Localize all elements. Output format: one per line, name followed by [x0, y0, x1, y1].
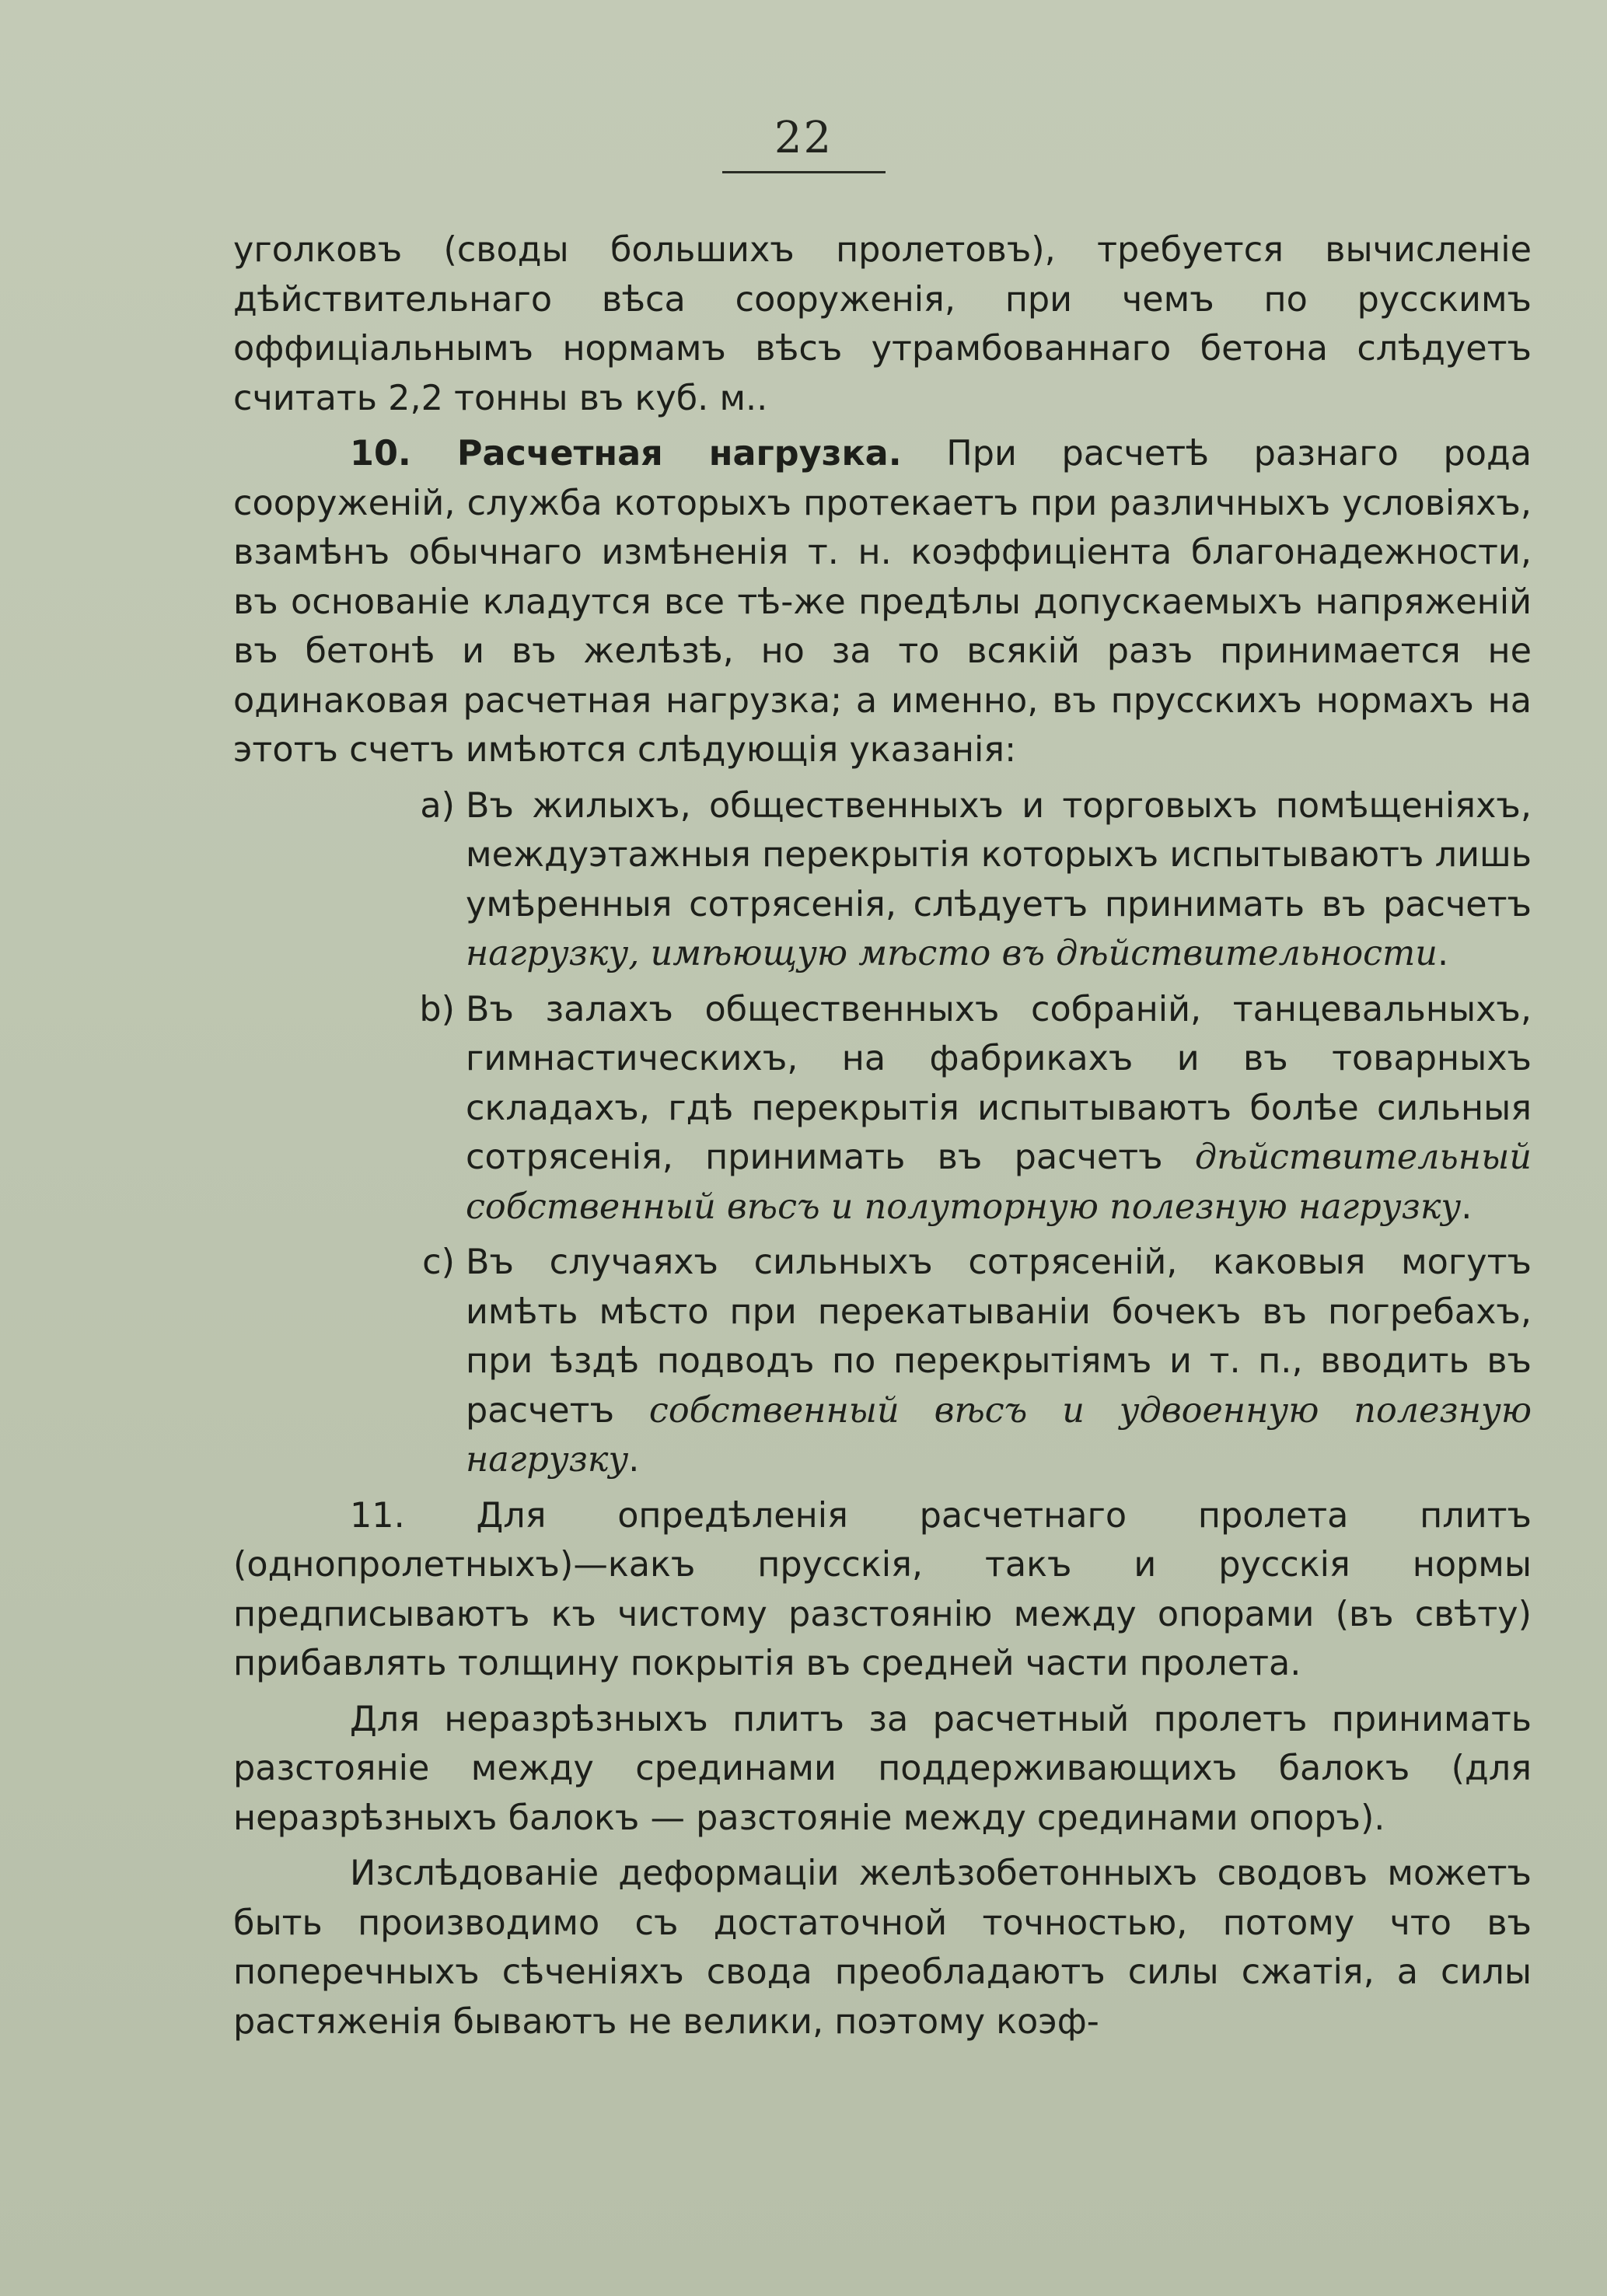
page-number: 22 [774, 113, 833, 163]
paragraph-text: 11. Для опредѣленія расчетнаго пролета плитъ (однопролетныхъ)—какъ прусскія, такъ и русскія нормы предписываютъ къ чистому разстоянію между опорами (въ свѣту) прибавлять толщину покрытія въ средней части пролета. [233, 1495, 1532, 1683]
list-item-label: b) [419, 989, 455, 1029]
emphasis-text: дѣйствительный собственный вѣсъ и полуторную полезную нагрузку [466, 1138, 1532, 1227]
paragraph-text: Для неразрѣзныхъ плитъ за расчетный пролетъ принимать разстояніе между срединами поддерживающихъ балокъ (для неразрѣзныхъ балокъ — разстояніе между срединами опоръ). [233, 1699, 1532, 1838]
paragraph-section-10 [233, 429, 1532, 775]
emphasis-text: нагрузку, имѣющую мѣсто въ дѣйствительности [466, 934, 1438, 973]
page-header [0, 113, 1607, 173]
paragraph-text: Изслѣдованіе деформаціи желѣзобетонныхъ сводовъ можетъ быть производимо съ достаточной точностью, потому что въ поперечныхъ сѣченіяхъ свода преобладаютъ силы сжатія, а силы растяженія бываютъ не велики, поэтому коэф- [233, 1854, 1532, 2042]
paragraph-text: При расчетѣ разнаго рода сооруженій, служба которыхъ протекаетъ при различныхъ условіяхъ, взамѣнъ обычнаго измѣненія т. н. коэффиціента благонадежности, въ основаніе кладутся все тѣ-же предѣлы допускаемыхъ напряженій въ бетонѣ и въ желѣзѣ, но за то всякій разъ принимается не одинаковая расчетная нагрузка; а именно, въ прусскихъ нормахъ на этотъ счетъ имѣются слѣдующія указанія: [233, 434, 1532, 770]
list-item [400, 1238, 1532, 1485]
paragraph-section-11 [233, 1491, 1532, 1689]
list-item-text: Въ случаяхъ сильныхъ сотрясеній, каковыя могутъ имѣть мѣсто при перекатываніи бочекъ въ погребахъ, при ѣздѣ подводъ по перекрытіямъ и т. п., вводить въ расчетъ собственный вѣсъ и удвоенную полезную нагрузку. [466, 1242, 1532, 1480]
list-item [400, 781, 1532, 979]
paragraph-text: уголковъ (своды большихъ пролетовъ), требуется вычисленіе дѣйствительнаго вѣса сооруженія, при чемъ по русскимъ оффиціальнымъ нормамъ вѣсъ утрамбованнаго бетона слѣдуетъ считать 2,2 тонны въ куб. м.. [233, 230, 1532, 418]
paragraph-vault-deformation [233, 1849, 1532, 2046]
page-body [233, 225, 1532, 2053]
emphasis-text: собственный вѣсъ и удвоенную полезную нагрузку [466, 1390, 1532, 1480]
list-item-label: c) [422, 1242, 455, 1282]
section-heading: 10. Расчетная нагрузка. [350, 434, 902, 474]
list-item-label: a) [420, 785, 455, 826]
list-item [400, 985, 1532, 1232]
paragraph-continuous-slabs [233, 1695, 1532, 1843]
list-item-text: Въ жилыхъ, общественныхъ и торговыхъ помѣщеніяхъ, междуэтажныя перекрытія которыхъ испытываютъ лишь умѣренныя сотрясенія, слѣдуетъ принимать въ расчетъ нагрузку, имѣющую мѣсто въ дѣйствительности. [466, 785, 1532, 973]
header-rule [722, 171, 886, 173]
list-item-text: Въ залахъ общественныхъ собраній, танцевальныхъ, гимнастическихъ, на фабрикахъ и въ товарныхъ складахъ, гдѣ перекрытія испытываютъ болѣе сильныя сотрясенія, принимать въ расчетъ дѣйствительный собственный вѣсъ и полуторную полезную нагрузку. [466, 989, 1532, 1227]
paragraph-continuation [233, 225, 1532, 423]
